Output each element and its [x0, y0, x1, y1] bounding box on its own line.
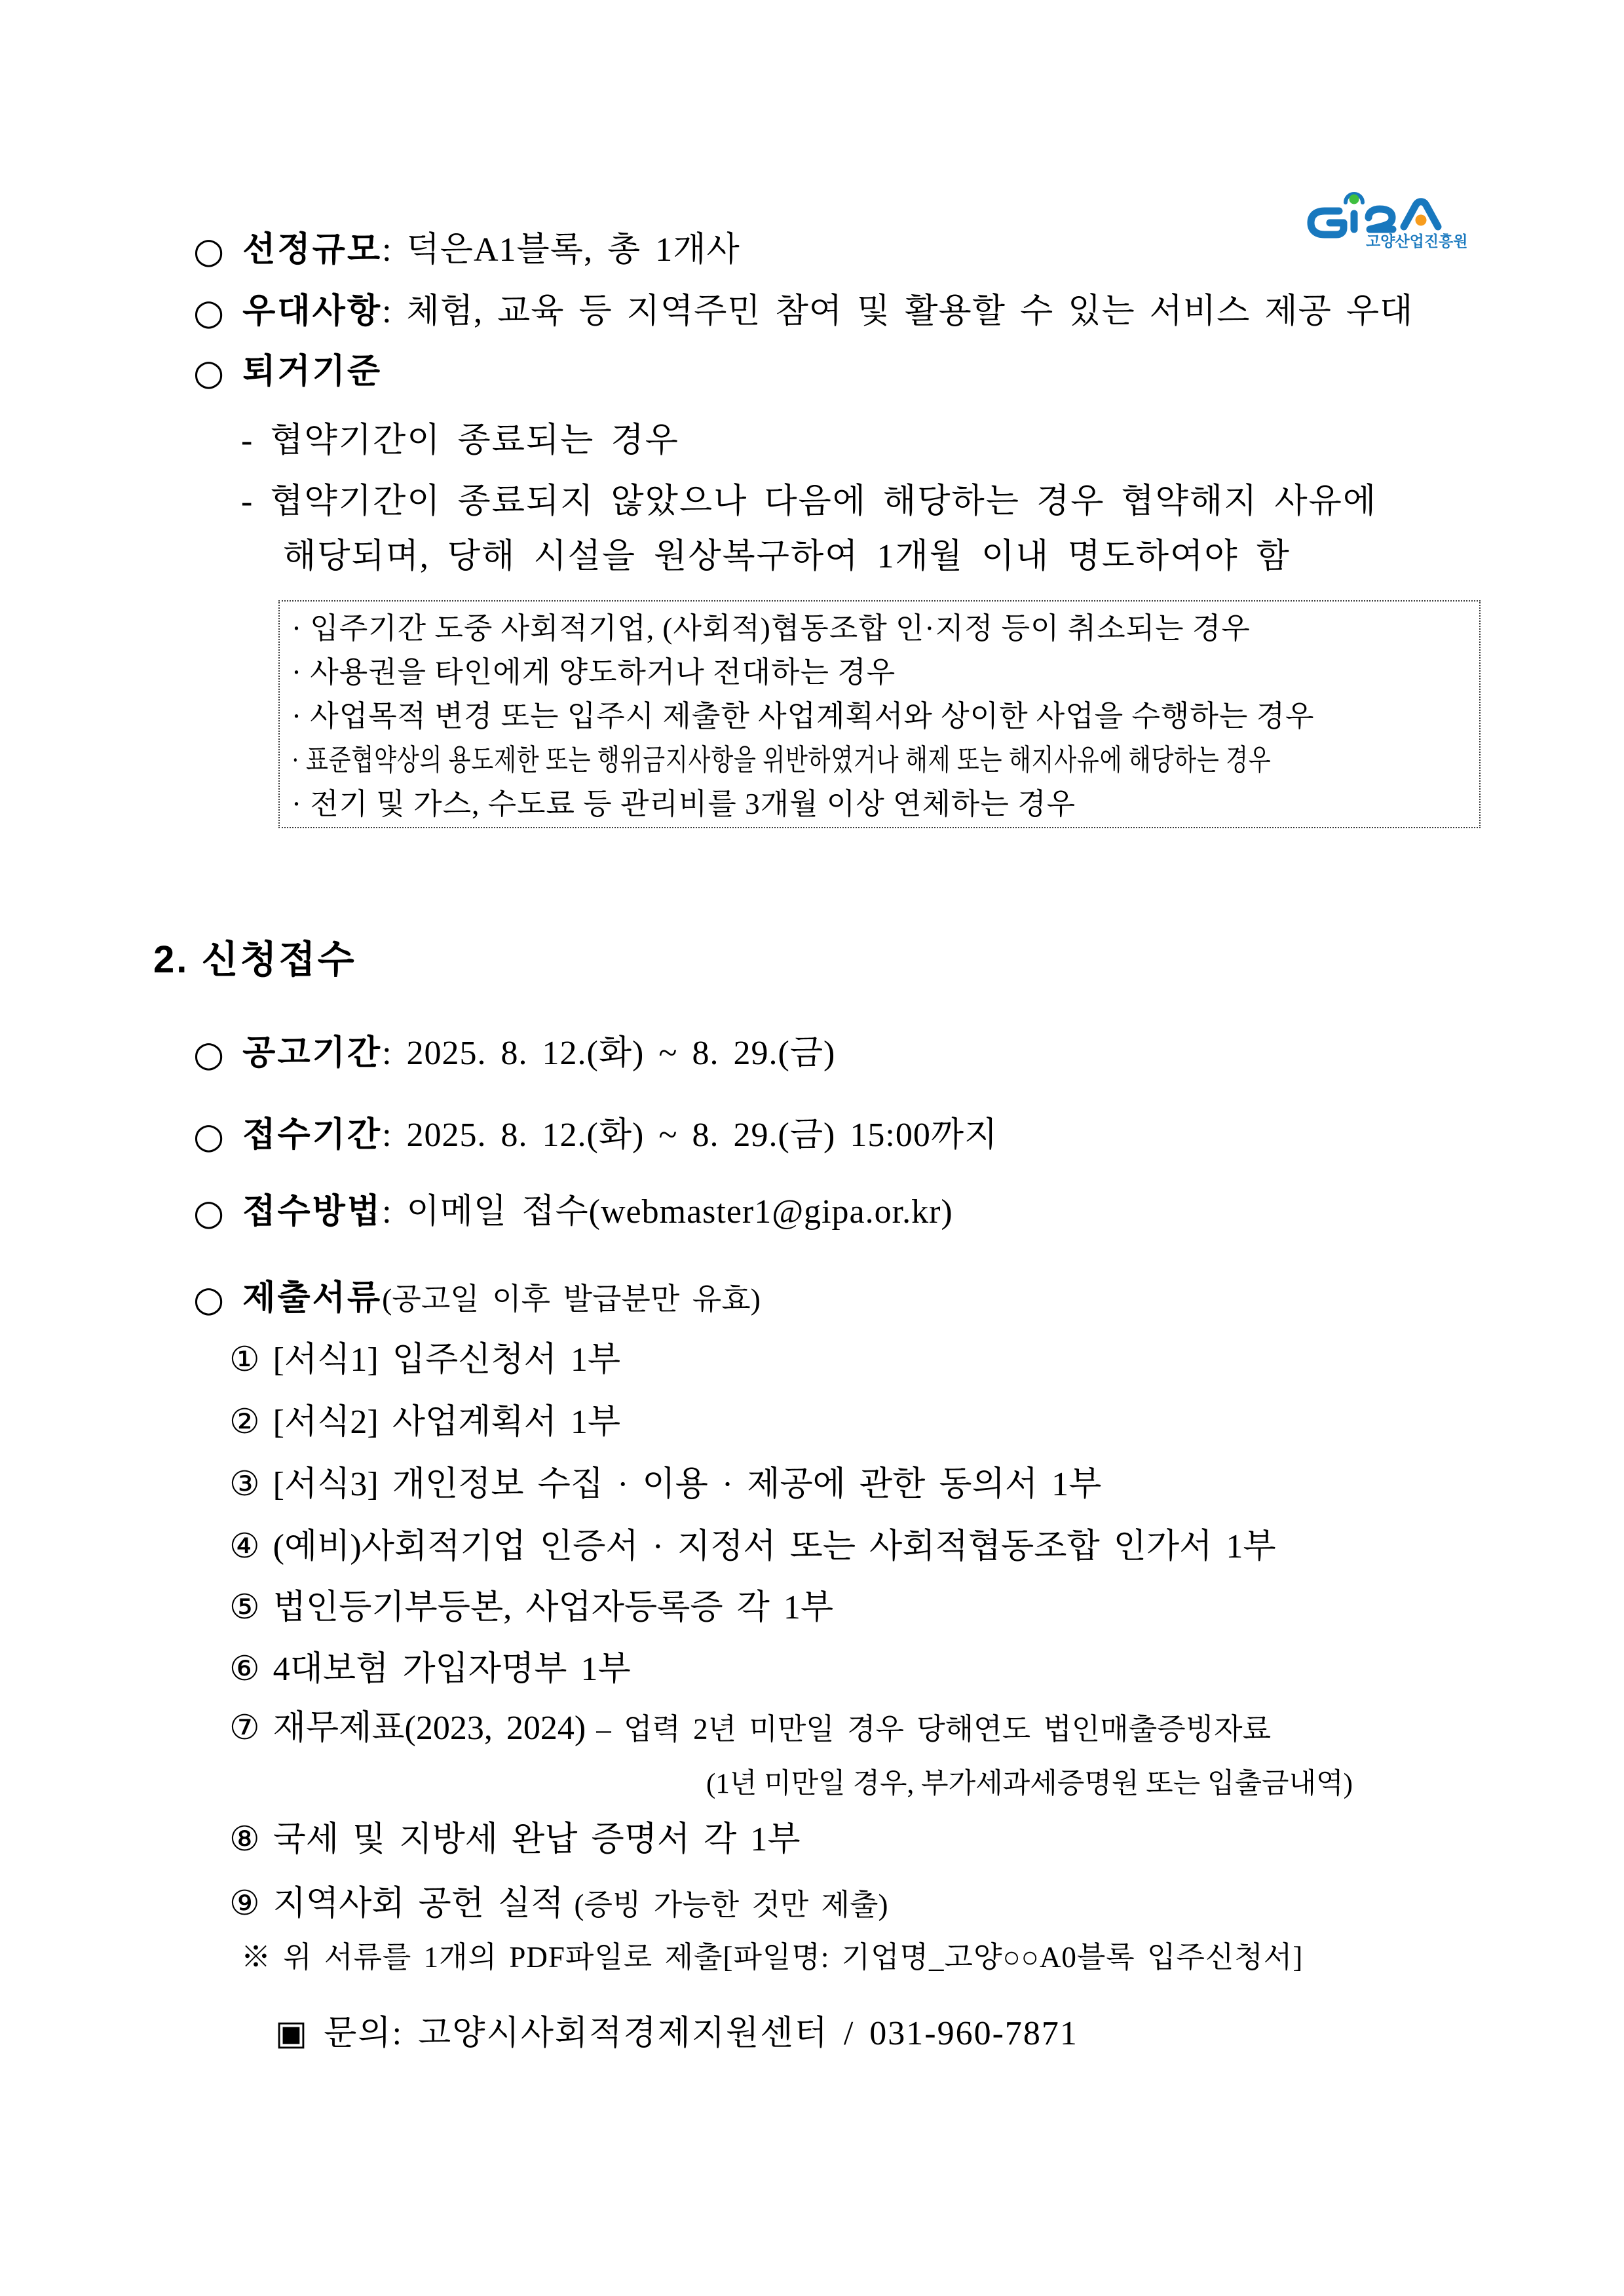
document-item-text: (예비)사회적기업 인증서 · 지정서 또는 사회적협동조합 인가서 1부 [273, 1528, 1276, 1565]
circle-bullet-icon: ○ [193, 1033, 225, 1075]
line-label: 공고기간 [242, 1035, 383, 1072]
document-item-7-subnote: (1년 미만일 경우, 부가세과세증명원 또는 입출금내역) [706, 1769, 1353, 1799]
line-label: 퇴거기준 [242, 353, 383, 391]
dash-item-contract-terminate: - 협약기간이 종료되지 않았으나 다음에 해당하는 경우 협약해지 사유에 [241, 483, 1378, 520]
document-item-text: 국세 및 지방세 완납 증명서 각 1부 [273, 1821, 801, 1858]
document-item-text: 법인등기부등본, 사업자등록증 각 1부 [273, 1589, 834, 1626]
circle-bullet-icon: ○ [193, 292, 225, 333]
document-item-text: 지역사회 공헌 실적 [273, 1885, 564, 1923]
bullet-line-eviction-criteria [193, 353, 382, 393]
logo-subtitle: 고양산업진흥원 [1366, 233, 1468, 250]
circled-number-icon: ④ [229, 1527, 260, 1566]
circle-bullet-icon: ○ [193, 352, 225, 393]
document-item-text: 재무제표(2023, 2024) [273, 1710, 586, 1747]
notice-item [292, 738, 1479, 782]
line-note: (공고일 이후 발급분만 유효) [382, 1282, 761, 1316]
circle-bullet-icon: ○ [193, 1192, 225, 1233]
line-value: : 이메일 접수(webmaster1@gipa.or.kr) [382, 1193, 953, 1231]
logo-orange-dot [1416, 215, 1427, 226]
circle-bullet-icon: ○ [193, 230, 225, 271]
gipa-logo [1306, 189, 1469, 252]
circled-number-icon: ② [229, 1402, 260, 1442]
bullet-line-application-period [193, 1116, 998, 1157]
line-label: 접수기간 [242, 1117, 383, 1154]
line-value: : 2025. 8. 12.(화) ~ 8. 29.(금) 15:00까지 [382, 1117, 998, 1154]
document-item-3 [229, 1465, 1101, 1504]
logo-letter-p [1369, 209, 1393, 229]
circled-number-icon: ⑤ [229, 1588, 260, 1627]
pdf-submission-footnote: ※ 위 서류를 1개의 PDF파일로 제출[파일명: 기업명_고양○○A0블록 입주신청서] [241, 1941, 1304, 1974]
line-value: : 체험, 교육 등 지역주민 참여 및 활용할 수 있는 서비스 제공 우대 [382, 293, 1414, 330]
circled-number-icon: ③ [229, 1464, 260, 1504]
document-item-7 [229, 1709, 1271, 1748]
document-item-note: (증빙 가능한 것만 제출) [574, 1888, 888, 1921]
document-item-1 [229, 1341, 620, 1380]
notice-item: · 입주기간 도중 사회적기업, (사회적)협동조합 인·지정 등이 취소되는 경우 [292, 612, 1251, 645]
logo-green-dot [1350, 195, 1359, 204]
logo-letter-g [1311, 211, 1344, 235]
dash-item-contract-end: - 협약기간이 종료되는 경우 [241, 422, 679, 459]
document-item-5 [229, 1588, 833, 1628]
bullet-line-application-method [193, 1193, 953, 1233]
circled-number-icon: ① [229, 1340, 260, 1379]
notice-item-condensed-text: · 표준협약상의 용도제한 또는 행위금지사항을 위반하였거나 해제 또는 해지사유에 해당하는 경우 [292, 744, 1272, 776]
document-item-text: 4대보험 가입자명부 1부 [273, 1651, 631, 1688]
bullet-line-preference [193, 292, 1413, 333]
document-item-text: [서식3] 개인정보 수집 · 이용 · 제공에 관한 동의서 1부 [273, 1466, 1102, 1503]
notice-item: · 전기 및 가스, 수도료 등 관리비를 3개월 이상 연체하는 경우 [292, 788, 1076, 820]
circled-number-icon: ⑥ [229, 1649, 260, 1689]
line-label: 제출서류 [242, 1280, 383, 1317]
document-item-8 [229, 1820, 801, 1860]
eviction-notice-box [278, 600, 1481, 828]
line-label: 우대사항 [242, 293, 383, 330]
line-value: : 2025. 8. 12.(화) ~ 8. 29.(금) [382, 1035, 836, 1072]
circle-bullet-icon: ○ [193, 1115, 225, 1157]
notice-item: · 사용권을 타인에게 양도하거나 전대하는 경우 [292, 656, 896, 689]
document-item-text: [서식2] 사업계획서 1부 [273, 1404, 621, 1441]
document-item-text: [서식1] 입주신청서 1부 [273, 1341, 621, 1379]
circle-bullet-icon: ○ [193, 1278, 225, 1320]
notice-item: · 사업목적 변경 또는 입주시 제출한 사업계획서와 상이한 사업을 수행하는 경우 [292, 700, 1315, 733]
document-item-2 [229, 1403, 620, 1442]
circled-number-icon: ⑨ [229, 1884, 260, 1923]
document-item-6 [229, 1650, 631, 1689]
bullet-line-notice-period [193, 1034, 835, 1075]
contact-line: ▣ 문의: 고양시사회적경제지원센터 / 031-960-7871 [275, 2015, 1078, 2052]
line-value: : 덕은A1블록, 총 1개사 [382, 231, 740, 269]
line-label: 접수방법 [242, 1193, 383, 1231]
document-item-9 [229, 1885, 888, 1924]
section2-heading: 2. 신청접수 [153, 938, 356, 981]
document-item-note: – 업력 2년 미만일 경우 당해연도 법인매출증빙자료 [596, 1713, 1272, 1746]
circled-number-icon: ⑦ [229, 1708, 260, 1748]
bullet-line-selection-scale [193, 231, 740, 271]
document-item-4 [229, 1527, 1276, 1567]
gipa-logo-graphic [1306, 189, 1469, 252]
dash-item-continuation: 해당되며, 당해 시설을 원상복구하여 1개월 이내 명도하여야 함 [283, 538, 1291, 575]
line-label: 선정규모 [242, 231, 383, 269]
circled-number-icon: ⑧ [229, 1820, 260, 1859]
bullet-line-required-documents [193, 1279, 761, 1320]
